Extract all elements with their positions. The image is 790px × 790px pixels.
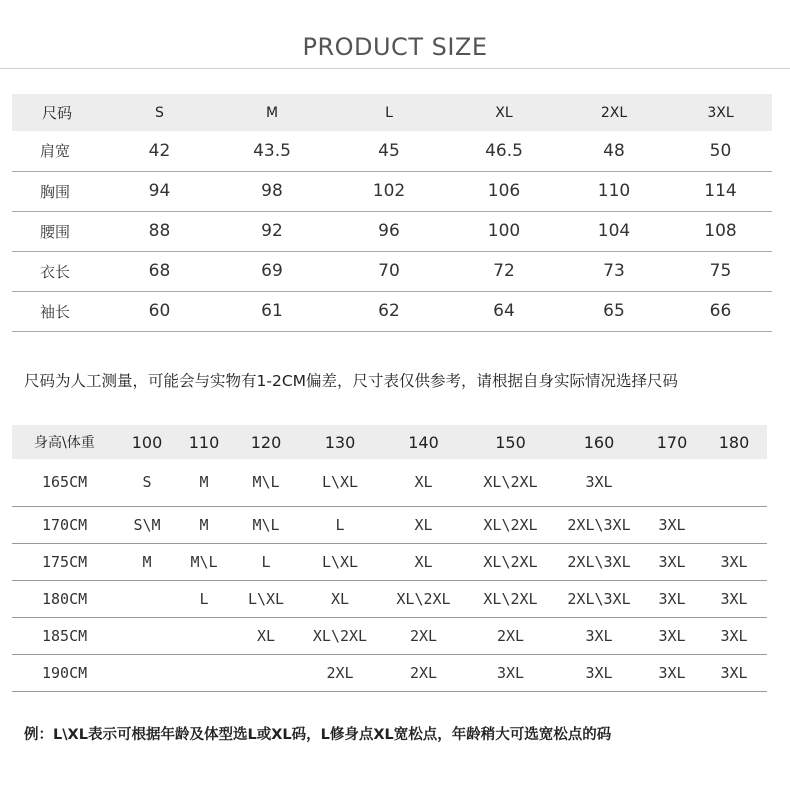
hw-header-label: 身高\体重 [34,435,95,451]
table-cell: L\XL [321,473,359,492]
weight-header-cell: 150 [495,432,526,452]
table-cell [119,580,175,617]
table-cell: 104 [597,221,631,241]
table-cell [701,506,767,543]
table-cell: L [199,589,209,608]
table-cell [233,654,299,691]
table-cell: L\XL [321,552,359,571]
table-cell: 96 [378,221,400,241]
size-header-cell: 3XL [707,104,734,121]
table-row [12,171,772,211]
measurement-label: 肩宽 [40,142,71,161]
table-row [12,617,767,654]
table-cell: 106 [487,181,521,201]
weight-header-cell: 110 [188,432,220,452]
title-divider [0,68,790,69]
table-row [12,543,767,580]
table-cell: 3XL [658,589,686,608]
table-cell: 2XL\3XL [567,552,631,571]
table-cell: 60 [148,301,171,321]
table-cell: XL\2XL [483,473,538,492]
table-cell: 2XL [326,663,354,682]
weight-header-cell: 100 [131,432,163,452]
table-cell: 92 [261,221,283,241]
table-row [12,580,767,617]
table-cell: 69 [261,261,283,281]
table-cell: XL\2XL [396,589,451,608]
weight-header-cell: 170 [656,432,688,452]
table-cell: 2XL\3XL [567,515,631,534]
table-cell: 3XL [658,515,686,534]
table-cell: 3XL [585,473,613,492]
table-row [12,251,772,291]
height-label: 165CM [42,473,88,492]
table-cell: 50 [709,140,732,161]
table-cell: 68 [148,261,171,281]
weight-header-cell: 180 [718,432,750,452]
size-selection-note: 例：L\XL表示可根据年龄及体型选L或XL码，L修身点XL宽松点，年龄稍大可选宽松点的码 [24,727,612,743]
size-header-cell: S [155,104,164,121]
table-cell: L\XL [247,589,285,608]
table-cell: 3XL [585,663,613,682]
hw-header-row [12,425,767,459]
table-cell: 64 [493,301,515,321]
table-cell [119,654,175,691]
table-cell: XL\2XL [483,589,538,608]
table-row [12,506,767,543]
table-row [12,654,767,691]
table-cell: 45 [378,140,400,161]
table-cell: 65 [603,301,625,321]
table-cell [175,654,233,691]
weight-header-cell: 160 [583,432,615,452]
table-cell: M\L [252,515,280,534]
table-row [12,131,772,171]
table-row [12,459,767,506]
table-cell: XL\2XL [483,552,538,571]
measurement-label: 衣长 [40,262,71,281]
table-cell: 3XL [658,663,686,682]
measurement-label: 袖长 [40,302,71,321]
table-cell: XL [330,589,350,608]
table-cell: L [335,515,345,534]
table-cell: 108 [704,221,737,241]
table-cell: 72 [493,261,515,281]
table-cell [701,459,767,506]
table-cell: 3XL [658,552,686,571]
table-cell: 3XL [720,589,748,608]
table-cell: 43.5 [253,140,291,161]
measurement-label: 腰围 [40,222,71,241]
table-cell: 48 [603,140,625,161]
table-cell: 42 [148,140,171,161]
size-header-cell: M [265,104,279,121]
table-cell [119,617,175,654]
table-cell: XL [256,626,276,645]
table-cell: 3XL [585,626,613,645]
table-cell: 3XL [720,663,748,682]
weight-header-cell: 120 [250,432,282,452]
height-weight-table [12,425,767,692]
measurement-note: 尺码为人工测量，可能会与实物有1-2CM偏差，尺寸表仅供参考，请根据自身实际情况选择尺码 [24,372,679,390]
table-cell [175,617,233,654]
table-cell: 3XL [658,626,686,645]
table-cell [643,459,701,506]
table-cell: 94 [148,181,171,201]
table-cell: 2XL\3XL [567,589,631,608]
weight-header-cell: 140 [408,432,439,452]
table-cell: 114 [704,181,737,201]
table-cell: 46.5 [485,140,523,161]
table-cell: XL\2XL [483,515,538,534]
height-label: 190CM [42,663,88,682]
size-header-cell: XL [495,104,513,121]
table-cell: 70 [378,261,400,281]
table-cell: 102 [372,181,406,201]
table-cell: 62 [378,301,400,321]
table-cell: 61 [261,301,283,321]
table-cell: 3XL [720,626,748,645]
table-cell: 2XL [409,663,438,682]
table-cell: S [142,473,152,492]
table-cell: 98 [261,181,283,201]
weight-header-cell: 130 [324,432,356,452]
page-title: PRODUCT SIZE [302,33,488,61]
table-cell: 100 [487,221,521,241]
table-cell: M [142,552,152,571]
table-cell: 66 [709,301,732,321]
size-header-row [12,94,772,131]
size-header-cell: L [385,104,393,121]
table-cell: XL\2XL [312,626,368,645]
table-cell: 2XL [496,626,525,645]
table-cell: 88 [148,221,171,241]
table-cell: L [261,552,271,571]
height-label: 170CM [42,515,88,534]
table-cell: 73 [603,261,625,281]
table-cell: 3XL [496,663,525,682]
table-row [12,211,772,251]
height-label: 180CM [42,589,88,608]
size-header-cell: 2XL [600,104,628,121]
table-row [12,291,772,331]
table-cell: 2XL [409,626,438,645]
table-cell: XL [414,552,433,571]
size-chart-table [12,94,772,332]
table-cell: S\M [133,515,161,534]
height-label: 185CM [42,626,88,645]
table-cell: M [199,473,209,492]
table-cell: 110 [597,181,631,201]
size-header-label: 尺码 [42,104,73,122]
table-cell: 75 [709,261,732,281]
table-cell: M\L [252,473,280,492]
table-cell: M\L [190,552,218,571]
measurement-label: 胸围 [40,182,71,201]
table-cell: 3XL [720,552,748,571]
table-cell: M [199,515,209,534]
table-cell: XL [414,473,433,492]
height-label: 175CM [42,552,88,571]
table-cell: XL [414,515,433,534]
